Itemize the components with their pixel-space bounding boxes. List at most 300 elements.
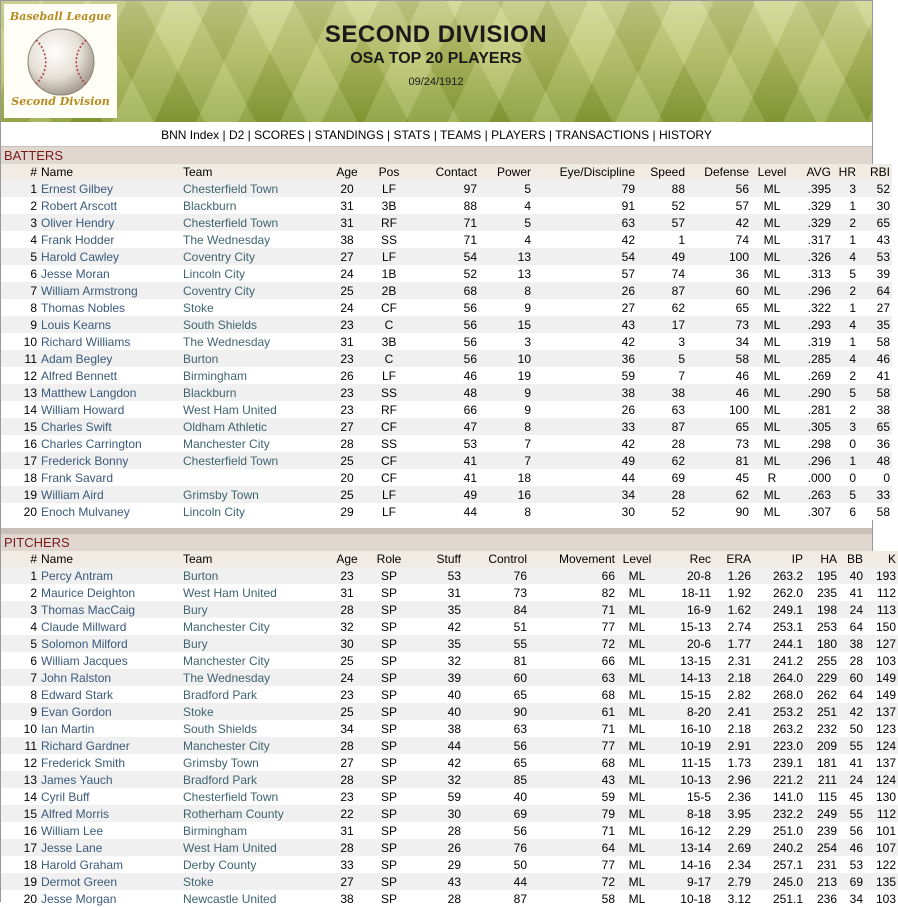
pitcher-level-cell: ML bbox=[617, 754, 657, 771]
pitcher-stuff-cell: 39 bbox=[411, 669, 463, 686]
batters-col-speed: Speed bbox=[637, 164, 687, 180]
batter-team-link[interactable]: Lincoln City bbox=[183, 266, 246, 281]
pitcher-name-link[interactable]: Edward Stark bbox=[41, 687, 114, 702]
pitcher-ha-cell: 255 bbox=[805, 652, 839, 669]
pitcher-stuff-cell: 44 bbox=[411, 737, 463, 754]
pitcher-name-link[interactable]: Cyril Buff bbox=[41, 789, 90, 804]
batter-pos-cell: 2B bbox=[367, 282, 411, 299]
batter-rbi-cell: 65 bbox=[858, 214, 892, 231]
batter-name-link[interactable]: Charles Swift bbox=[41, 419, 112, 434]
pitcher-movement-cell: 72 bbox=[529, 635, 617, 652]
pitcher-rank-cell: 16 bbox=[1, 822, 39, 839]
pitcher-team-cell bbox=[181, 669, 327, 686]
pitcher-team-link[interactable]: Bradford Park bbox=[183, 772, 258, 787]
pitcher-control-cell: 73 bbox=[463, 584, 529, 601]
pitcher-rec-cell: 20-8 bbox=[657, 567, 713, 584]
table-row bbox=[1, 737, 898, 754]
batter-name-cell bbox=[39, 401, 181, 418]
pitcher-team-link[interactable]: Derby County bbox=[183, 857, 257, 872]
pitcher-k-cell: 124 bbox=[865, 771, 898, 788]
batters-col-hr: HR bbox=[833, 164, 858, 180]
batter-team-link[interactable]: Coventry City bbox=[183, 249, 256, 264]
pitcher-rank-cell: 10 bbox=[1, 720, 39, 737]
pitcher-team-link[interactable]: Manchester City bbox=[183, 738, 270, 753]
pitcher-stuff-cell: 30 bbox=[411, 805, 463, 822]
pitcher-age-cell: 30 bbox=[327, 635, 367, 652]
batter-rank-cell: 3 bbox=[1, 214, 39, 231]
pitcher-team-link[interactable]: West Ham United bbox=[183, 585, 277, 600]
pitcher-team-link[interactable]: Bury bbox=[183, 602, 208, 617]
table-row bbox=[1, 771, 898, 788]
batter-rank-cell: 18 bbox=[1, 469, 39, 486]
batter-team-cell bbox=[181, 350, 327, 367]
pitcher-name-cell bbox=[39, 567, 181, 584]
pitcher-movement-cell: 77 bbox=[529, 737, 617, 754]
table-row bbox=[1, 418, 892, 435]
batter-speed-cell: 28 bbox=[637, 486, 687, 503]
batter-name-link[interactable]: Enoch Mulvaney bbox=[41, 504, 130, 519]
batter-speed-cell: 17 bbox=[637, 316, 687, 333]
pitchers-col-control: Control bbox=[463, 551, 529, 567]
batter-avg-cell: .296 bbox=[793, 282, 833, 299]
pitcher-team-link[interactable]: Grimsby Town bbox=[183, 755, 259, 770]
pitcher-role-cell: SP bbox=[367, 567, 411, 584]
pitcher-role-cell: SP bbox=[367, 839, 411, 856]
batter-rbi-cell: 0 bbox=[858, 469, 892, 486]
pitcher-role-cell: SP bbox=[367, 771, 411, 788]
batter-team-link[interactable]: Blackburn bbox=[183, 385, 237, 400]
batter-team-link[interactable]: Lincoln City bbox=[183, 504, 246, 519]
nav-link-standings[interactable]: STANDINGS bbox=[314, 128, 384, 142]
pitcher-team-link[interactable]: Bury bbox=[183, 636, 208, 651]
batter-hr-cell: 4 bbox=[833, 316, 858, 333]
nav-link-d2[interactable]: D2 bbox=[228, 128, 245, 142]
batter-level-cell: ML bbox=[751, 231, 793, 248]
batter-name-link[interactable]: Adam Begley bbox=[41, 351, 113, 366]
pitcher-team-link[interactable]: The Wednesday bbox=[183, 670, 271, 685]
pitcher-movement-cell: 66 bbox=[529, 652, 617, 669]
pitcher-name-link[interactable]: Thomas MacCaig bbox=[41, 602, 136, 617]
batter-avg-cell: .298 bbox=[793, 435, 833, 452]
batter-eye-discipline-cell: 42 bbox=[533, 231, 637, 248]
pitcher-bb-cell: 34 bbox=[839, 890, 865, 907]
pitcher-control-cell: 51 bbox=[463, 618, 529, 635]
batter-pos-cell: 3B bbox=[367, 197, 411, 214]
batter-rbi-cell: 52 bbox=[858, 180, 892, 197]
pitcher-name-link[interactable]: Harold Graham bbox=[41, 857, 124, 872]
batter-age-cell: 25 bbox=[327, 452, 367, 469]
section-gap bbox=[1, 520, 872, 528]
batter-name-link[interactable]: William Aird bbox=[41, 487, 104, 502]
batter-team-link[interactable]: Chesterfield Town bbox=[183, 181, 279, 196]
table-row bbox=[1, 350, 892, 367]
pitcher-rec-cell: 10-19 bbox=[657, 737, 713, 754]
pitcher-rank-cell: 3 bbox=[1, 601, 39, 618]
batter-team-link[interactable]: West Ham United bbox=[183, 402, 277, 417]
batter-name-cell bbox=[39, 316, 181, 333]
pitcher-team-cell bbox=[181, 873, 327, 890]
pitcher-movement-cell: 61 bbox=[529, 703, 617, 720]
pitcher-ha-cell: 213 bbox=[805, 873, 839, 890]
nav-link-scores[interactable]: SCORES bbox=[254, 128, 305, 142]
pitcher-name-link[interactable]: Maurice Deighton bbox=[41, 585, 136, 600]
pitcher-rec-cell: 14-16 bbox=[657, 856, 713, 873]
pitcher-team-link[interactable]: Manchester City bbox=[183, 653, 270, 668]
pitcher-age-cell: 32 bbox=[327, 618, 367, 635]
pitchers-col-ha: HA bbox=[805, 551, 839, 567]
pitcher-rec-cell: 10-18 bbox=[657, 890, 713, 907]
pitcher-ip-cell: 244.1 bbox=[753, 635, 805, 652]
pitcher-rank-cell: 6 bbox=[1, 652, 39, 669]
batter-team-link[interactable]: Oldham Athletic bbox=[183, 419, 268, 434]
nav-link-stats[interactable]: STATS bbox=[393, 128, 431, 142]
table-row bbox=[1, 231, 892, 248]
batter-pos-cell: CF bbox=[367, 299, 411, 316]
pitcher-team-link[interactable]: Stoke bbox=[183, 704, 214, 719]
pitcher-name-cell bbox=[39, 703, 181, 720]
batter-age-cell: 38 bbox=[327, 231, 367, 248]
batter-name-link[interactable]: Louis Kearns bbox=[41, 317, 112, 332]
pitcher-k-cell: 193 bbox=[865, 567, 898, 584]
pitcher-movement-cell: 63 bbox=[529, 669, 617, 686]
nav-link-history[interactable]: HISTORY bbox=[658, 128, 712, 142]
pitcher-ip-cell: 253.1 bbox=[753, 618, 805, 635]
batter-age-cell: 23 bbox=[327, 401, 367, 418]
batter-contact-cell: 47 bbox=[411, 418, 479, 435]
batter-age-cell: 28 bbox=[327, 435, 367, 452]
table-row bbox=[1, 567, 898, 584]
pitcher-era-cell: 2.82 bbox=[713, 686, 753, 703]
batter-age-cell: 27 bbox=[327, 248, 367, 265]
table-row bbox=[1, 652, 898, 669]
table-row bbox=[1, 584, 898, 601]
batter-name-link[interactable]: Frank Savard bbox=[41, 470, 114, 485]
pitcher-rec-cell: 20-6 bbox=[657, 635, 713, 652]
table-row bbox=[1, 788, 898, 805]
batter-hr-cell: 1 bbox=[833, 197, 858, 214]
pitcher-name-link[interactable]: Evan Gordon bbox=[41, 704, 112, 719]
batter-team-link[interactable]: Manchester City bbox=[183, 436, 270, 451]
pitcher-name-link[interactable]: Frederick Smith bbox=[41, 755, 126, 770]
batter-defense-cell: 45 bbox=[687, 469, 751, 486]
batter-avg-cell: .326 bbox=[793, 248, 833, 265]
pitcher-era-cell: 1.77 bbox=[713, 635, 753, 652]
batter-name-link[interactable]: Richard Williams bbox=[41, 334, 131, 349]
pitcher-k-cell: 103 bbox=[865, 652, 898, 669]
pitcher-level-cell: ML bbox=[617, 788, 657, 805]
pitcher-era-cell: 3.12 bbox=[713, 890, 753, 907]
page-date: 09/24/1912 bbox=[408, 76, 464, 88]
batter-team-cell bbox=[181, 248, 327, 265]
pitcher-bb-cell: 28 bbox=[839, 652, 865, 669]
batter-name-link[interactable]: Matthew Langdon bbox=[41, 385, 137, 400]
pitcher-control-cell: 87 bbox=[463, 890, 529, 907]
batter-level-cell: ML bbox=[751, 367, 793, 384]
batters-col-age: Age bbox=[327, 164, 367, 180]
batter-team-link[interactable]: Blackburn bbox=[183, 198, 237, 213]
pitcher-rec-cell: 16-10 bbox=[657, 720, 713, 737]
batter-name-link[interactable]: Ernest Gilbey bbox=[41, 181, 114, 196]
batter-name-link[interactable]: Oliver Hendry bbox=[41, 215, 115, 230]
batter-pos-cell: SS bbox=[367, 384, 411, 401]
batter-name-link[interactable]: Frederick Bonny bbox=[41, 453, 129, 468]
batter-speed-cell: 7 bbox=[637, 367, 687, 384]
batter-avg-cell: .269 bbox=[793, 367, 833, 384]
batter-avg-cell: .329 bbox=[793, 197, 833, 214]
pitcher-ip-cell: 268.0 bbox=[753, 686, 805, 703]
pitcher-age-cell: 31 bbox=[327, 822, 367, 839]
batter-rank-cell: 14 bbox=[1, 401, 39, 418]
pitcher-team-link[interactable]: Chesterfield Town bbox=[183, 789, 279, 804]
batter-name-cell bbox=[39, 214, 181, 231]
batter-contact-cell: 49 bbox=[411, 486, 479, 503]
pitcher-k-cell: 124 bbox=[865, 737, 898, 754]
batter-team-link[interactable]: Chesterfield Town bbox=[183, 453, 279, 468]
table-row bbox=[1, 669, 898, 686]
pitcher-name-link[interactable]: William Lee bbox=[41, 823, 104, 838]
pitcher-team-link[interactable]: Rotherham County bbox=[183, 806, 284, 821]
batter-name-link[interactable]: Harold Cawley bbox=[41, 249, 120, 264]
pitcher-ha-cell: 253 bbox=[805, 618, 839, 635]
pitcher-name-cell bbox=[39, 839, 181, 856]
pitcher-k-cell: 150 bbox=[865, 618, 898, 635]
pitcher-age-cell: 28 bbox=[327, 771, 367, 788]
batter-team-cell bbox=[181, 265, 327, 282]
pitcher-era-cell: 2.69 bbox=[713, 839, 753, 856]
batter-team-link[interactable]: The Wednesday bbox=[183, 232, 271, 247]
pitcher-ip-cell: 262.0 bbox=[753, 584, 805, 601]
batter-rank-cell: 17 bbox=[1, 452, 39, 469]
pitcher-team-cell bbox=[181, 652, 327, 669]
batter-pos-cell: 3B bbox=[367, 333, 411, 350]
pitcher-name-link[interactable]: William Jacques bbox=[41, 653, 128, 668]
pitcher-era-cell: 2.31 bbox=[713, 652, 753, 669]
batter-speed-cell: 57 bbox=[637, 214, 687, 231]
batter-defense-cell: 57 bbox=[687, 197, 751, 214]
pitcher-movement-cell: 77 bbox=[529, 618, 617, 635]
pitcher-team-link[interactable]: Bradford Park bbox=[183, 687, 258, 702]
batter-name-cell bbox=[39, 486, 181, 503]
pitcher-name-link[interactable]: Jesse Lane bbox=[41, 840, 103, 855]
batter-name-link[interactable]: Jesse Moran bbox=[41, 266, 110, 281]
pitcher-team-link[interactable]: Burton bbox=[183, 568, 219, 583]
pitcher-name-link[interactable]: Ian Martin bbox=[41, 721, 95, 736]
batter-eye-discipline-cell: 63 bbox=[533, 214, 637, 231]
batter-team-link[interactable]: Birmingham bbox=[183, 368, 248, 383]
batter-rank-cell: 19 bbox=[1, 486, 39, 503]
pitcher-rank-cell: 13 bbox=[1, 771, 39, 788]
table-row bbox=[1, 316, 892, 333]
pitcher-bb-cell: 53 bbox=[839, 856, 865, 873]
batter-eye-discipline-cell: 26 bbox=[533, 401, 637, 418]
batter-team-link[interactable]: Burton bbox=[183, 351, 219, 366]
pitcher-age-cell: 22 bbox=[327, 805, 367, 822]
pitcher-control-cell: 55 bbox=[463, 635, 529, 652]
nav-link-teams[interactable]: TEAMS bbox=[439, 128, 482, 142]
pitcher-name-link[interactable]: Claude Millward bbox=[41, 619, 127, 634]
batter-hr-cell: 2 bbox=[833, 401, 858, 418]
pitcher-era-cell: 2.29 bbox=[713, 822, 753, 839]
pitcher-name-link[interactable]: Alfred Morris bbox=[41, 806, 110, 821]
batter-team-cell bbox=[181, 214, 327, 231]
batter-level-cell: ML bbox=[751, 299, 793, 316]
pitcher-era-cell: 2.91 bbox=[713, 737, 753, 754]
table-row bbox=[1, 180, 892, 197]
batter-name-link[interactable]: William Howard bbox=[41, 402, 125, 417]
nav-link-bnn-index[interactable]: BNN Index bbox=[161, 128, 220, 142]
pitcher-rec-cell: 10-13 bbox=[657, 771, 713, 788]
batter-level-cell: ML bbox=[751, 401, 793, 418]
batter-team-link[interactable]: South Shields bbox=[183, 317, 258, 332]
batter-team-link[interactable]: Coventry City bbox=[183, 283, 256, 298]
pitcher-level-cell: ML bbox=[617, 567, 657, 584]
batters-col-team: Team bbox=[181, 164, 327, 180]
pitcher-level-cell: ML bbox=[617, 584, 657, 601]
batter-age-cell: 25 bbox=[327, 486, 367, 503]
pitcher-team-cell bbox=[181, 890, 327, 907]
batter-contact-cell: 71 bbox=[411, 214, 479, 231]
pitcher-ip-cell: 245.0 bbox=[753, 873, 805, 890]
pitcher-rec-cell: 14-13 bbox=[657, 669, 713, 686]
pitcher-era-cell: 1.26 bbox=[713, 567, 753, 584]
batters-col-name: Name bbox=[39, 164, 181, 180]
pitcher-team-link[interactable]: Stoke bbox=[183, 874, 214, 889]
pitcher-bb-cell: 55 bbox=[839, 737, 865, 754]
batter-name-link[interactable]: Charles Carrington bbox=[41, 436, 142, 451]
pitcher-k-cell: 101 bbox=[865, 822, 898, 839]
pitcher-rec-cell: 9-17 bbox=[657, 873, 713, 890]
pitcher-name-link[interactable]: John Ralston bbox=[41, 670, 112, 685]
pitcher-role-cell: SP bbox=[367, 890, 411, 907]
pitcher-level-cell: ML bbox=[617, 737, 657, 754]
batter-rank-cell: 2 bbox=[1, 197, 39, 214]
batter-hr-cell: 1 bbox=[833, 452, 858, 469]
table-row bbox=[1, 822, 898, 839]
batter-rank-cell: 13 bbox=[1, 384, 39, 401]
pitcher-name-link[interactable]: Jesse Morgan bbox=[41, 891, 117, 906]
batter-name-link[interactable]: William Armstrong bbox=[41, 283, 138, 298]
batter-team-cell bbox=[181, 333, 327, 350]
batter-speed-cell: 62 bbox=[637, 299, 687, 316]
batter-hr-cell: 3 bbox=[833, 418, 858, 435]
batter-team-link[interactable]: Stoke bbox=[183, 300, 214, 315]
batter-age-cell: 24 bbox=[327, 299, 367, 316]
pitcher-era-cell: 2.36 bbox=[713, 788, 753, 805]
pitcher-age-cell: 28 bbox=[327, 601, 367, 618]
pitcher-name-link[interactable]: James Yauch bbox=[41, 772, 113, 787]
batter-defense-cell: 74 bbox=[687, 231, 751, 248]
batter-contact-cell: 66 bbox=[411, 401, 479, 418]
batter-name-cell bbox=[39, 435, 181, 452]
batter-avg-cell: .313 bbox=[793, 265, 833, 282]
pitcher-age-cell: 23 bbox=[327, 567, 367, 584]
pitcher-name-link[interactable]: Dermot Green bbox=[41, 874, 118, 889]
batter-avg-cell: .293 bbox=[793, 316, 833, 333]
pitcher-team-link[interactable]: South Shields bbox=[183, 721, 258, 736]
pitchers-col-team: Team bbox=[181, 551, 327, 567]
batter-defense-cell: 73 bbox=[687, 316, 751, 333]
table-row bbox=[1, 435, 892, 452]
pitcher-movement-cell: 64 bbox=[529, 839, 617, 856]
nav-link-transactions[interactable]: TRANSACTIONS bbox=[555, 128, 650, 142]
pitcher-movement-cell: 82 bbox=[529, 584, 617, 601]
nav-link-players[interactable]: PLAYERS bbox=[491, 128, 546, 142]
pitcher-team-link[interactable]: Manchester City bbox=[183, 619, 270, 634]
pitchers-section-title: PITCHERS bbox=[1, 533, 872, 551]
batters-section-title: BATTERS bbox=[1, 146, 872, 164]
pitcher-ip-cell: 257.1 bbox=[753, 856, 805, 873]
batter-hr-cell: 3 bbox=[833, 180, 858, 197]
pitcher-name-link[interactable]: Solomon Milford bbox=[41, 636, 128, 651]
pitcher-role-cell: SP bbox=[367, 856, 411, 873]
batter-pos-cell: LF bbox=[367, 180, 411, 197]
batter-team-link[interactable]: Chesterfield Town bbox=[183, 215, 279, 230]
batter-level-cell: ML bbox=[751, 248, 793, 265]
batter-name-link[interactable]: Robert Arscott bbox=[41, 198, 118, 213]
pitcher-team-link[interactable]: West Ham United bbox=[183, 840, 277, 855]
batter-name-link[interactable]: Alfred Bennett bbox=[41, 368, 118, 383]
batter-team-cell bbox=[181, 282, 327, 299]
batter-defense-cell: 65 bbox=[687, 299, 751, 316]
pitcher-name-link[interactable]: Percy Antram bbox=[41, 568, 114, 583]
pitcher-k-cell: 127 bbox=[865, 635, 898, 652]
batter-speed-cell: 28 bbox=[637, 435, 687, 452]
batter-speed-cell: 74 bbox=[637, 265, 687, 282]
batter-team-cell bbox=[181, 367, 327, 384]
batters-header-row bbox=[1, 164, 892, 180]
pitcher-team-cell bbox=[181, 822, 327, 839]
batter-pos-cell: 1B bbox=[367, 265, 411, 282]
batter-team-link[interactable]: Grimsby Town bbox=[183, 487, 259, 502]
pitcher-name-link[interactable]: Richard Gardner bbox=[41, 738, 130, 753]
pitcher-team-link[interactable]: Birmingham bbox=[183, 823, 248, 838]
batter-level-cell: ML bbox=[751, 333, 793, 350]
pitcher-age-cell: 23 bbox=[327, 788, 367, 805]
pitcher-team-cell bbox=[181, 737, 327, 754]
batter-name-cell bbox=[39, 503, 181, 520]
batter-speed-cell: 52 bbox=[637, 197, 687, 214]
batter-defense-cell: 36 bbox=[687, 265, 751, 282]
pitcher-era-cell: 2.34 bbox=[713, 856, 753, 873]
pitcher-age-cell: 38 bbox=[327, 890, 367, 907]
pitchers-col-k: K bbox=[865, 551, 898, 567]
pitcher-ip-cell: 264.0 bbox=[753, 669, 805, 686]
pitcher-name-cell bbox=[39, 788, 181, 805]
pitcher-level-cell: ML bbox=[617, 601, 657, 618]
pitcher-ip-cell: 251.0 bbox=[753, 822, 805, 839]
pitcher-team-cell bbox=[181, 788, 327, 805]
pitcher-ha-cell: 249 bbox=[805, 805, 839, 822]
pitcher-name-cell bbox=[39, 635, 181, 652]
batter-rbi-cell: 30 bbox=[858, 197, 892, 214]
pitcher-rec-cell: 8-18 bbox=[657, 805, 713, 822]
pitcher-name-cell bbox=[39, 601, 181, 618]
batter-name-link[interactable]: Frank Hodder bbox=[41, 232, 115, 247]
pitcher-role-cell: SP bbox=[367, 635, 411, 652]
pitcher-level-cell: ML bbox=[617, 669, 657, 686]
pitcher-rank-cell: 1 bbox=[1, 567, 39, 584]
batter-pos-cell: SS bbox=[367, 231, 411, 248]
pitcher-team-link[interactable]: Newcastle United bbox=[183, 891, 277, 906]
pitcher-movement-cell: 68 bbox=[529, 686, 617, 703]
pitcher-movement-cell: 68 bbox=[529, 754, 617, 771]
pitcher-team-cell bbox=[181, 635, 327, 652]
batter-avg-cell: .317 bbox=[793, 231, 833, 248]
batter-team-link[interactable]: The Wednesday bbox=[183, 334, 271, 349]
pitcher-age-cell: 23 bbox=[327, 686, 367, 703]
batter-name-link[interactable]: Thomas Nobles bbox=[41, 300, 126, 315]
pitcher-control-cell: 81 bbox=[463, 652, 529, 669]
